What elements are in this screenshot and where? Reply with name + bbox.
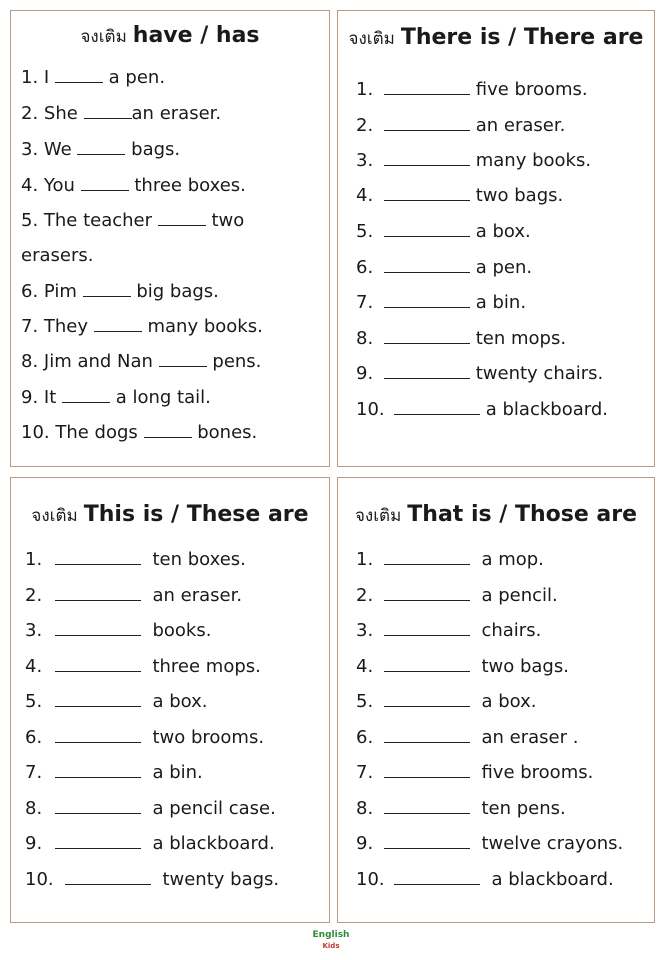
publisher-logo: English Kids bbox=[312, 930, 350, 950]
title-english: This is / These are bbox=[83, 502, 309, 527]
answer-blank[interactable] bbox=[384, 705, 470, 707]
answer-blank[interactable] bbox=[55, 563, 141, 565]
exercise-item: 5. a box. bbox=[25, 691, 208, 712]
answer-blank[interactable] bbox=[384, 306, 470, 308]
title-thai: จงเติม bbox=[31, 506, 78, 526]
answer-blank[interactable] bbox=[384, 563, 470, 565]
that-is-those-are-panel bbox=[337, 477, 655, 923]
exercise-item: 9. twelve crayons. bbox=[356, 833, 624, 854]
answer-blank[interactable] bbox=[159, 365, 207, 367]
answer-blank[interactable] bbox=[384, 342, 470, 344]
exercise-item: 3. many books. bbox=[356, 150, 592, 171]
answer-blank[interactable] bbox=[55, 670, 141, 672]
exercise-item: 8. a pencil case. bbox=[25, 798, 276, 819]
answer-blank[interactable] bbox=[55, 812, 141, 814]
exercise-item: 5. The teacher two bbox=[21, 210, 245, 231]
answer-blank[interactable] bbox=[384, 377, 470, 379]
exercise-item: 6. two brooms. bbox=[25, 727, 265, 748]
answer-blank[interactable] bbox=[384, 164, 470, 166]
answer-blank[interactable] bbox=[55, 847, 141, 849]
exercise-item: 8. Jim and Nan pens. bbox=[21, 351, 262, 372]
exercise-item: 10. twenty bags. bbox=[25, 869, 280, 890]
answer-blank[interactable] bbox=[384, 271, 470, 273]
title-english: There is / There are bbox=[400, 25, 644, 50]
answer-blank[interactable] bbox=[384, 599, 470, 601]
exercise-item: 6. an eraser . bbox=[356, 727, 579, 748]
answer-blank[interactable] bbox=[384, 93, 470, 95]
answer-blank[interactable] bbox=[384, 812, 470, 814]
answer-blank[interactable] bbox=[65, 883, 151, 885]
answer-blank[interactable] bbox=[384, 847, 470, 849]
exercise-item: 6. a pen. bbox=[356, 257, 533, 278]
exercise-item: 5. a box. bbox=[356, 221, 531, 242]
answer-blank[interactable] bbox=[384, 670, 470, 672]
answer-blank[interactable] bbox=[62, 401, 110, 403]
exercise-item: 2. She an eraser. bbox=[21, 103, 222, 124]
exercise-item: 4. three mops. bbox=[25, 656, 261, 677]
panel-title bbox=[338, 25, 654, 52]
answer-blank[interactable] bbox=[384, 776, 470, 778]
answer-blank[interactable] bbox=[394, 413, 480, 415]
exercise-item: 1. a mop. bbox=[356, 549, 544, 570]
exercise-item: 7. five brooms. bbox=[356, 762, 594, 783]
exercise-item: 9. a blackboard. bbox=[25, 833, 275, 854]
exercise-item: 7. a bin. bbox=[356, 292, 527, 313]
answer-blank[interactable] bbox=[83, 295, 131, 297]
exercise-item: 2. an eraser. bbox=[356, 115, 566, 136]
have-has-panel bbox=[10, 10, 330, 467]
panel-title bbox=[338, 502, 654, 529]
title-english: That is / Those are bbox=[407, 502, 638, 527]
exercise-item: 5. a box. bbox=[356, 691, 537, 712]
exercise-item: 3. We bags. bbox=[21, 139, 181, 160]
panel-title bbox=[11, 23, 329, 50]
answer-blank[interactable] bbox=[55, 705, 141, 707]
exercise-item: 4. two bags. bbox=[356, 656, 569, 677]
answer-blank[interactable] bbox=[55, 741, 141, 743]
answer-blank[interactable] bbox=[384, 741, 470, 743]
title-english: have / has bbox=[132, 23, 260, 48]
answer-blank[interactable] bbox=[55, 81, 103, 83]
answer-blank[interactable] bbox=[384, 235, 470, 237]
answer-blank[interactable] bbox=[144, 436, 192, 438]
answer-blank[interactable] bbox=[384, 129, 470, 131]
exercise-item: 4. You three boxes. bbox=[21, 175, 246, 196]
title-thai: จงเติม bbox=[354, 506, 402, 526]
exercise-item: 3. chairs. bbox=[356, 620, 542, 641]
exercise-item: 1. five brooms. bbox=[356, 79, 588, 100]
exercise-item: 8. ten pens. bbox=[356, 798, 566, 819]
answer-blank[interactable] bbox=[81, 189, 129, 191]
exercise-item: 1. ten boxes. bbox=[25, 549, 246, 570]
exercise-item: 8. ten mops. bbox=[356, 328, 567, 349]
exercise-item: 7. a bin. bbox=[25, 762, 203, 783]
exercise-item: 10. a blackboard. bbox=[356, 399, 608, 420]
answer-blank[interactable] bbox=[158, 224, 206, 226]
panel-title bbox=[11, 502, 329, 529]
exercise-item: 10. The dogs bones. bbox=[21, 422, 258, 443]
exercise-item: 10. a blackboard. bbox=[356, 869, 614, 890]
answer-blank[interactable] bbox=[384, 199, 470, 201]
answer-blank[interactable] bbox=[55, 634, 141, 636]
exercise-item: 9. twenty chairs. bbox=[356, 363, 604, 384]
answer-blank[interactable] bbox=[55, 599, 141, 601]
exercise-item: 7. They many books. bbox=[21, 316, 263, 337]
answer-blank[interactable] bbox=[394, 883, 480, 885]
title-thai: จงเติม bbox=[80, 27, 127, 47]
answer-blank[interactable] bbox=[94, 330, 142, 332]
exercise-item: 4. two bags. bbox=[356, 185, 564, 206]
answer-blank[interactable] bbox=[77, 153, 125, 155]
answer-blank[interactable] bbox=[384, 634, 470, 636]
exercise-item: 2. a pencil. bbox=[356, 585, 558, 606]
answer-blank[interactable] bbox=[55, 776, 141, 778]
exercise-item: 2. an eraser. bbox=[25, 585, 243, 606]
this-is-these-are-panel bbox=[10, 477, 330, 923]
exercise-item: 1. I a pen. bbox=[21, 67, 166, 88]
title-thai: จงเติม bbox=[348, 29, 395, 49]
exercise-item: 3. books. bbox=[25, 620, 212, 641]
answer-blank[interactable] bbox=[84, 117, 132, 119]
exercise-item-continued: erasers. bbox=[21, 245, 94, 266]
there-is-there-are-panel bbox=[337, 10, 655, 467]
exercise-item: 9. It a long tail. bbox=[21, 387, 211, 408]
exercise-item: 6. Pim big bags. bbox=[21, 281, 219, 302]
